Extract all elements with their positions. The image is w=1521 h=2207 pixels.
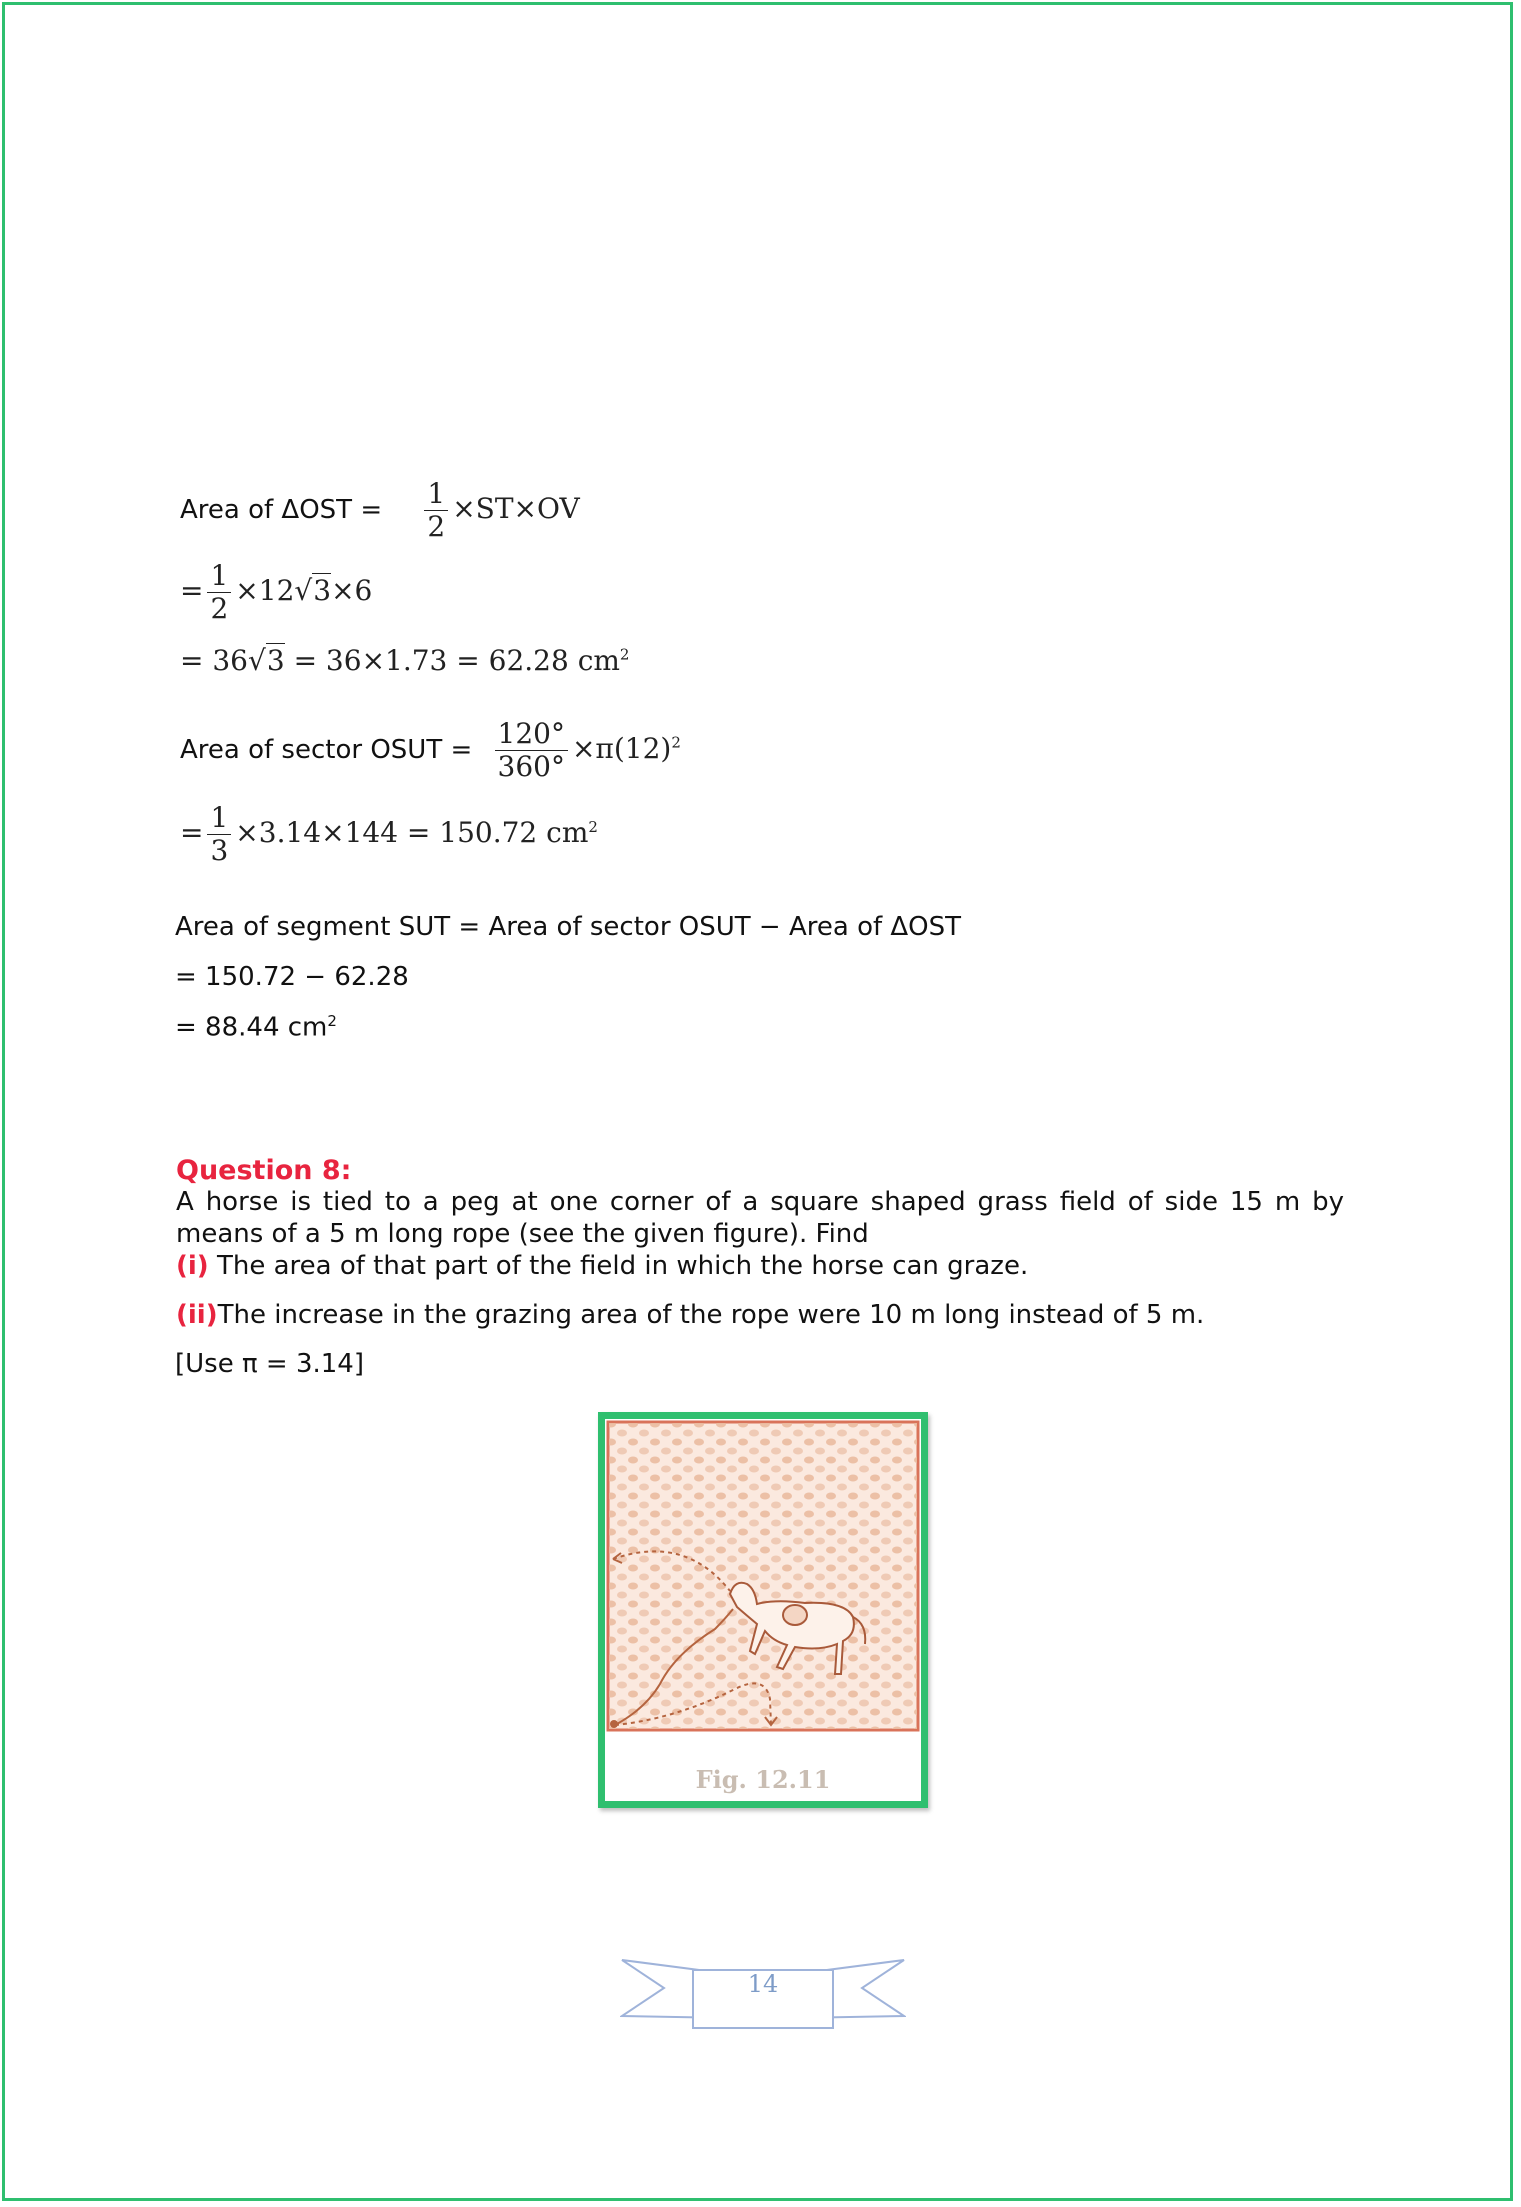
page-number: 14 (747, 1970, 779, 1998)
exponent: 2 (588, 817, 598, 836)
fraction-numerator: 120° (495, 718, 568, 751)
triangle-area-formula (420, 477, 580, 544)
question-part-ii (176, 1299, 1344, 1331)
sector-area-line (180, 718, 681, 783)
use-note: [Use π = 3.14] (175, 1349, 364, 1379)
question-body (176, 1186, 1344, 1380)
fraction-numerator: 1 (207, 802, 231, 835)
sqrt-value: 3 (313, 574, 332, 608)
fraction-denominator: 2 (210, 592, 229, 626)
formula-rest: ×ST×OV (452, 492, 580, 526)
question-part-i (176, 1250, 1344, 1282)
segment-result: = 88.44 cm (175, 1012, 328, 1043)
fraction-denominator: 2 (427, 510, 446, 544)
fraction-denominator: 3 (210, 834, 229, 868)
formula-rest: ×3.14×144 = 150.72 cm (235, 816, 589, 850)
part-i-label: (i) (176, 1251, 209, 1281)
part-ii-label: (ii) (176, 1300, 218, 1330)
sector-area-label: Area of sector OSUT = (180, 735, 473, 766)
segment-step-1: = 150.72 − 62.28 (175, 962, 409, 992)
page-number-banner (620, 1956, 906, 2036)
exponent: 2 (327, 1012, 337, 1030)
part-i-text: The area of that part of the field in which the horse can graze. (216, 1251, 1029, 1281)
peg-marker (610, 1720, 618, 1728)
triangle-step-1: = $\frac{1}{2}$ ×12√3×6 (180, 559, 373, 626)
exponent: 2 (619, 645, 630, 664)
triangle-area-line (180, 478, 580, 543)
page-border (2, 2, 1513, 2201)
formula-part: = 36×1.73 = 62.28 cm (284, 644, 620, 677)
sector-area-formula (491, 717, 681, 784)
triangle-area-label: Area of ΔOST = (180, 495, 383, 526)
formula-part: ×12 (235, 574, 295, 608)
sqrt-value: 3 (266, 644, 285, 677)
horse-field-illustration (605, 1419, 921, 1733)
triangle-step-2: = 36√3 = 36×1.73 = 62.28 $cm^2$ (180, 644, 630, 677)
segment-step-2 (175, 1012, 337, 1043)
fraction-denominator: 360° (497, 750, 565, 784)
figure-frame (598, 1412, 928, 1808)
fraction-numerator: 1 (207, 560, 231, 593)
equals-sign: = (180, 574, 204, 608)
question-title: Question 8: (176, 1155, 352, 1186)
figure-caption: Fig. 12.11 (695, 1765, 831, 1794)
sector-step-1 (180, 802, 598, 867)
exponent: 2 (671, 733, 681, 752)
formula-part: ×6 (331, 574, 373, 608)
question-intro: A horse is tied to a peg at one corner of a square shaped grass field of side 15 m by means of a 5 m long rope (see the given figure). Find (176, 1187, 1344, 1249)
part-ii-text: The increase in the grazing area of the rope were 10 m long instead of 5 m. (217, 1300, 1205, 1330)
fraction-numerator: 1 (424, 478, 448, 511)
segment-area-line: Area of segment SUT = Area of sector OSUT − Area of ΔOST (175, 912, 962, 942)
equals-sign: = (180, 816, 204, 850)
formula-part: = 36 (180, 644, 248, 677)
formula-rest: ×π(12) (571, 732, 672, 766)
